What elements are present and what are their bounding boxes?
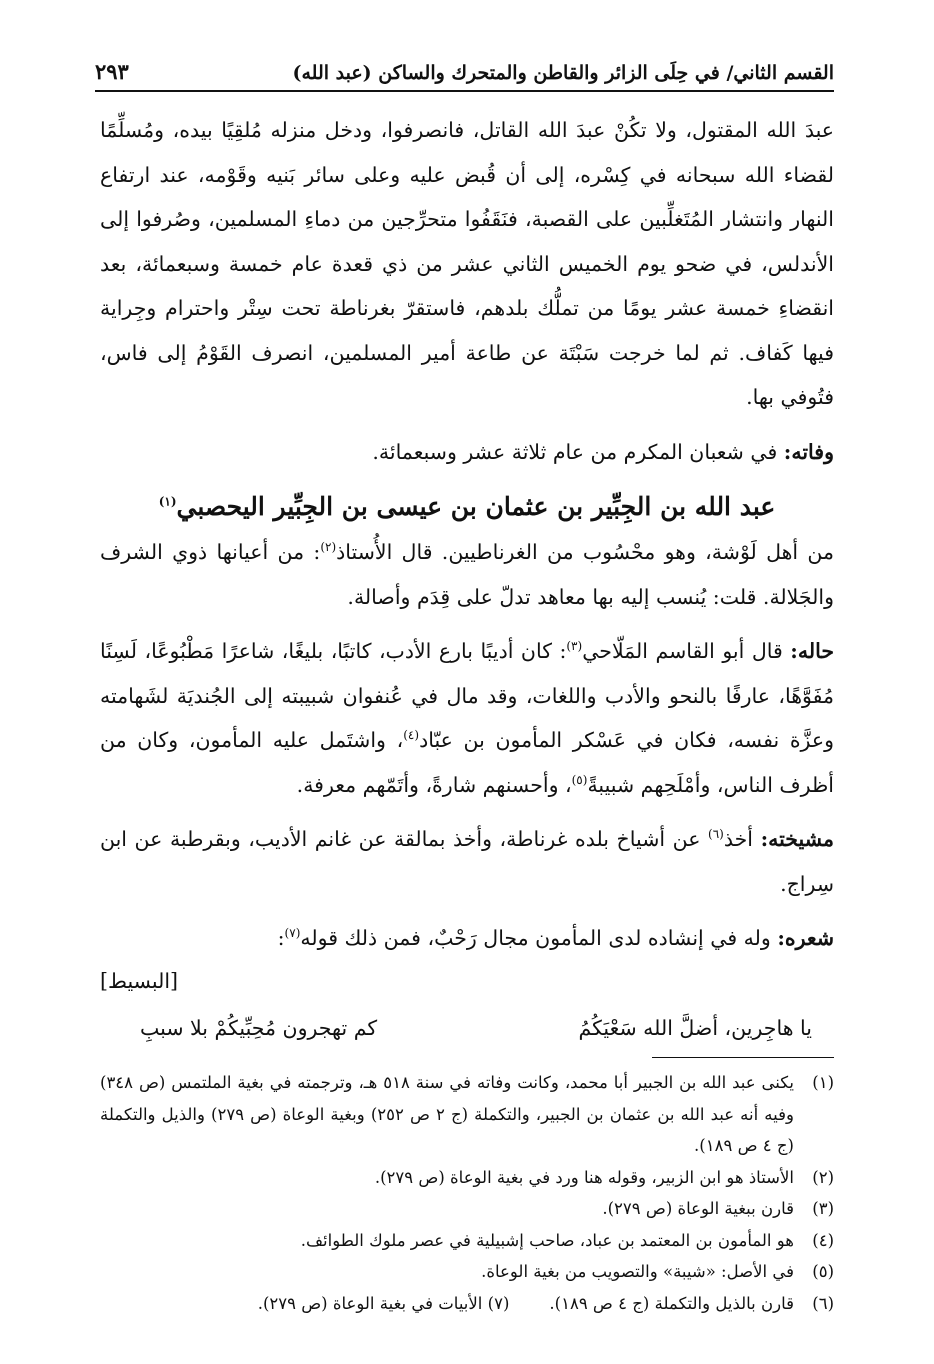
- poetry-paragraph: [100, 916, 834, 961]
- origin-text-b: : من أعيانها ذوي الشرف والجَلالة. قلت: يُنسب إليه بها معاهد تدلّ على قِدَم وأصالة.: [100, 540, 834, 609]
- poetry-text: وله في إنشاده لدى المأمون مجال رَحْبٌ، فمن ذلك قوله: [300, 926, 771, 950]
- footnote-ref-6: (٦): [708, 827, 724, 842]
- footnote-text: يكنى عبد الله بن الجبير أبا محمد، وكانت وفاته في سنة ٥١٨ هـ، وترجمته في بغية الملتمس (ص ٣٤٨) وفيه أنه عبد الله بن عثمان بن الجبير، والتكملة (ج ٢ ص ٢٥٢) وبغية الوعاة (ص ٢٧٩) والذيل والتكملة (ج ٤ ص ١٨٩).: [100, 1073, 794, 1155]
- footnote-text: قارن ببغية الوعاة (ص ٢٧٩).: [602, 1199, 794, 1218]
- footnote-text: في الأصل: «شيبة» والتصويب من بغية الوعاة.: [481, 1262, 794, 1281]
- footnote-ref-2: (٢): [320, 540, 337, 555]
- origin-paragraph: [100, 530, 834, 619]
- condition-paragraph: [100, 629, 834, 807]
- condition-text-b: : كان أديبًا بارع الأدب، كاتبًا، بليغًا، شاعرًا مَطْبُوعًا، لَسِنًا مُفَوَّهًا، عارفًا بالنحو والأدب واللغات، وقد مال في عُنفوان شبيبته إلى الجُنديَة لشَهامته وعزَّة نفسه، فكان في عَسْكر المأمون بن عبّاد: [100, 639, 834, 752]
- teachers-text-b: عن أشياخ بلده غرناطة، وأخذ بمالقة عن غانم الأديب، وبقرطبة عن ابن سِراج.: [100, 827, 834, 896]
- condition-text-c: ، واشتَمل عليه المأمون، وكان من أظرف الناس، وأمْلَحِهم شبيبةً: [100, 728, 834, 797]
- footnote: [100, 1162, 834, 1194]
- footnotes: [100, 1067, 834, 1319]
- footnote-ref-3: (٣): [566, 639, 583, 654]
- death-label: وفاته:: [783, 439, 834, 464]
- footnote: [100, 1193, 834, 1225]
- teachers-paragraph: [100, 817, 834, 906]
- origin-text-a: من أهل لَوْشة، وهو محْسُوب من الغرناطيين. قال الأُستاذ: [336, 540, 834, 564]
- footnote-text-7: الأبيات في بغية الوعاة (ص ٢٧٩).: [257, 1293, 483, 1313]
- teachers-label: مشيخته:: [760, 827, 834, 851]
- footnote-number: (٢): [812, 1167, 834, 1187]
- footnote-text: [100, 1288, 794, 1320]
- page-number: ٢٩٣: [95, 59, 129, 84]
- footnote-number-7: (٧): [487, 1293, 510, 1313]
- condition-label: حاله:: [790, 639, 834, 663]
- verse-first-hemistich: يا هاجِرين، أضلَّ الله سَعْيَكُمُ: [578, 1015, 812, 1040]
- footnote-number: (٦): [812, 1293, 834, 1313]
- verse-second-hemistich: كم تهجرون مُحِبِّيكُمْ بلا سببِ: [140, 1015, 378, 1040]
- poetry-label: شعره:: [777, 926, 834, 950]
- biography-title: [100, 484, 834, 530]
- death-text: في شعبان المكرم من عام ثلاثة عشر وسبعمائة.: [372, 439, 778, 464]
- footnote-divider: [652, 1057, 834, 1058]
- footnote-number: (٤): [812, 1230, 834, 1250]
- intro-paragraph: عبدَ الله المقتول، ولا تكُنْ عبدَ الله القاتل، فانصرفوا، ودخل منزله مُلقِيًا بيده، ومُسلِّمًا لقضاء الله سبحانه في كِسْره، إلى أن قُبض عليه وعلى سائر بَنيه وقَوْمه، عند ارتفاع النهار وانتشار المُتَغلِّبين على القصبة، فنَقَفُوا متحرِّجين من دماءِ المسلمين، وصُرفوا إلى الأندلس، في ضحو يوم الخميس الثاني عشر من ذي قعدة عام خمسة وسبعمائة، بعد انقضاءِ خمسة عشر يومًا من تملُّك بلدهم، فاستقرّ بغرناطة تحت سِتْر واحترام وجِراية فيها كَفاف. ثم لما خرجت سَبْتَة عن طاعة أمير المسلمين، انصرف القَوْمُ إلى فاس، فتُوفي بها.: [100, 118, 834, 409]
- footnote-text: هو المأمون بن المعتمد بن عباد، صاحب إشبيلية في عصر ملوك الطوائف.: [300, 1230, 794, 1250]
- condition-text-d: ، وأحسنهم شارةً، وأتَمّهم معرفة.: [296, 772, 572, 797]
- poem-verse: [100, 1007, 834, 1049]
- running-header: [95, 52, 834, 92]
- footnote-text-6: قارن بالذيل والتكملة (ج ٤ ص ١٨٩).: [549, 1293, 794, 1313]
- footnote-number: (٣): [812, 1199, 834, 1218]
- biography-title-text: عبد الله بن الجِبِّير بن عثمان بن عيسى بن الجِبِّير اليحصبي: [176, 492, 776, 521]
- footnote-number: (١): [812, 1073, 834, 1092]
- condition-text-a: قال أبو القاسم المَلّاحي: [582, 639, 783, 663]
- footnote: [100, 1225, 834, 1257]
- running-title: القسم الثاني/ في حِلَى الزائر والقاطن والمتحرك والساكن (عبد الله): [292, 62, 834, 84]
- footnote-ref-7: (٧): [284, 926, 301, 941]
- footnote: [100, 1288, 834, 1320]
- footnote-ref-5: (٥): [571, 772, 588, 787]
- footnote: [100, 1067, 834, 1162]
- footnote-text: الأستاذ هو ابن الزبير، وقوله هنا ورد في بغية الوعاة (ص ٢٧٩).: [374, 1167, 794, 1187]
- death-paragraph: [100, 430, 834, 475]
- main-text: [100, 108, 834, 1049]
- footnote: [100, 1256, 834, 1288]
- footnote-ref-4: (٤): [403, 728, 420, 743]
- footnote-number: (٥): [812, 1262, 834, 1281]
- teachers-text-a: أخذ: [723, 827, 753, 851]
- poetry-text-end: :: [277, 926, 285, 950]
- meter-label: [البسيط]: [100, 968, 179, 993]
- footnote-ref-1: (١): [158, 494, 177, 509]
